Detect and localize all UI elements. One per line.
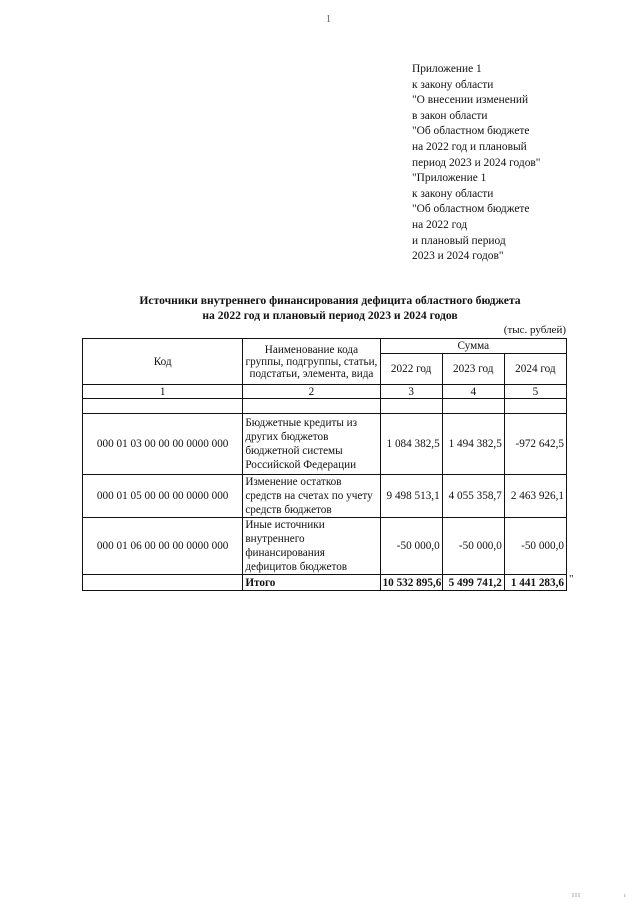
row-name: Бюджетные кредиты из других бюджетов бюджетной системы Российской Федерации — [243, 414, 380, 475]
header-code: Код — [83, 339, 243, 385]
appendix-line: к закону области — [412, 78, 494, 91]
total-row — [83, 575, 567, 591]
document-title — [60, 293, 600, 323]
appendix-line: 2023 и 2024 годов" — [412, 250, 504, 263]
appendix-line: "Об областном бюджете — [412, 125, 530, 138]
header-year-2024: 2024 год — [504, 354, 566, 385]
budget-table — [82, 338, 567, 591]
col-number: 5 — [504, 385, 566, 399]
appendix-block — [412, 62, 540, 265]
appendix-line: "Об областном бюджете — [412, 203, 530, 216]
table-row — [83, 414, 567, 475]
total-value-2024: 1 441 283,6 — [504, 575, 566, 591]
row-value-2024: 2 463 926,1 — [504, 475, 566, 518]
row-code: 000 01 05 00 00 00 0000 000 — [83, 475, 243, 518]
header-sum: Сумма — [380, 339, 566, 354]
header-year-2023: 2023 год — [442, 354, 504, 385]
appendix-line: "Приложение 1 — [412, 172, 487, 185]
page-number: 1 — [326, 14, 331, 25]
appendix-line: "О внесении изменений — [412, 94, 529, 107]
appendix-line: и плановый период — [412, 234, 506, 247]
blank-row — [83, 399, 567, 414]
col-number: 2 — [243, 385, 380, 399]
title-line-2: на 2022 год и плановый период 2023 и 2024 годов — [202, 309, 458, 322]
appendix-line: период 2023 и 2024 годов" — [412, 156, 541, 169]
row-value-2024: -972 642,5 — [504, 414, 566, 475]
row-value-2024: -50 000,0 — [504, 518, 566, 575]
row-code: 000 01 03 00 00 00 0000 000 — [83, 414, 243, 475]
total-label: Итого — [243, 575, 380, 591]
closing-quote: " — [569, 573, 574, 585]
row-value-2023: 1 494 382,5 — [442, 414, 504, 475]
col-number: 1 — [83, 385, 243, 399]
appendix-line: на 2022 год — [412, 218, 468, 231]
row-value-2023: 4 055 358,7 — [442, 475, 504, 518]
appendix-line: на 2022 год и плановый — [412, 140, 527, 153]
units-label: (тыс. рублей) — [503, 324, 566, 336]
table-row — [83, 518, 567, 575]
col-number: 3 — [380, 385, 442, 399]
row-value-2022: -50 000,0 — [380, 518, 442, 575]
table-row — [83, 475, 567, 518]
row-value-2022: 1 084 382,5 — [380, 414, 442, 475]
footer-mark-2: ı — [624, 893, 626, 899]
header-year-2022: 2022 год — [380, 354, 442, 385]
appendix-line: в закон области — [412, 109, 488, 122]
total-value-2023: 5 499 741,2 — [442, 575, 504, 591]
table-header-row — [83, 339, 567, 354]
footer-mark: III — [572, 893, 581, 899]
appendix-line: к закону области — [412, 187, 494, 200]
header-name: Наименование кода группы, подгруппы, статьи, подстатьи, элемента, вида — [243, 339, 380, 385]
total-value-2022: 10 532 895,6 — [380, 575, 442, 591]
appendix-line: Приложение 1 — [412, 63, 482, 75]
row-name: Иные источники внутреннего финансирования дефицитов бюджетов — [243, 518, 380, 575]
row-name: Изменение остатков средств на счетах по учету средств бюджетов — [243, 475, 380, 518]
col-number: 4 — [442, 385, 504, 399]
column-numbers-row — [83, 385, 567, 399]
title-line-1: Источники внутреннего финансирования дефицита областного бюджета — [139, 294, 521, 307]
row-code: 000 01 06 00 00 00 0000 000 — [83, 518, 243, 575]
row-value-2023: -50 000,0 — [442, 518, 504, 575]
row-value-2022: 9 498 513,1 — [380, 475, 442, 518]
